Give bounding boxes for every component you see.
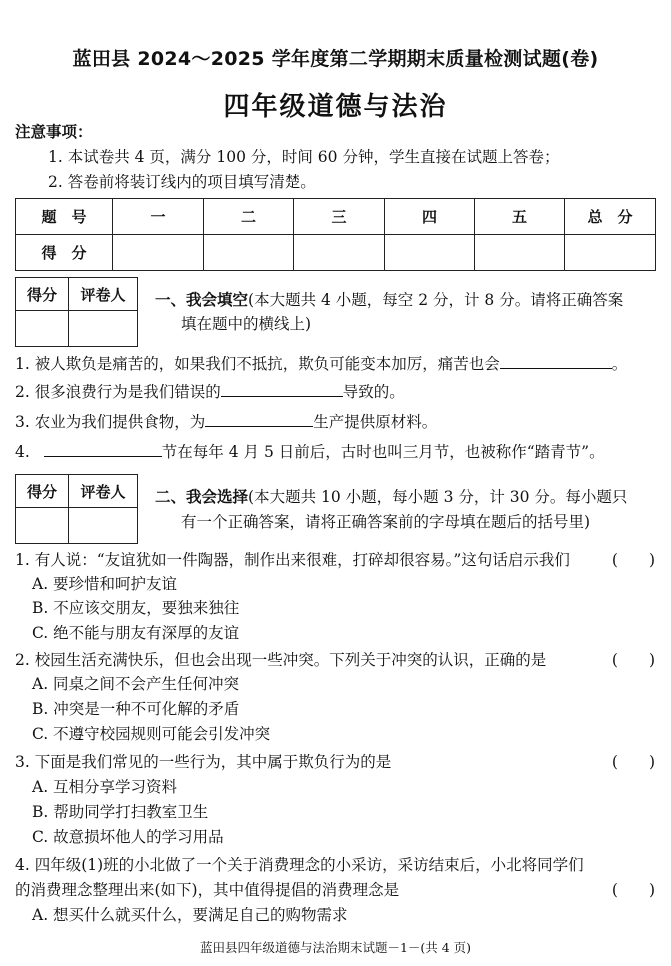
answer-blank[interactable] — [500, 352, 612, 369]
score-header-cell: 总 分 — [565, 199, 656, 235]
fill-question-4 — [15, 440, 605, 464]
question-text: 2. 很多浪费行为是我们错误的 — [15, 383, 221, 401]
score-table-header-row — [16, 199, 656, 235]
answer-parentheses[interactable]: ( ) — [611, 551, 655, 569]
score-cell[interactable] — [204, 235, 294, 271]
score-table — [15, 198, 656, 271]
question-stem: 的消费理念整理出来(如下)，其中值得提倡的消费理念是 — [15, 881, 400, 899]
option: C. 绝不能与朋友有深厚的友谊 — [32, 624, 240, 642]
score-row-label: 得 分 — [16, 235, 113, 271]
option: A. 想买什么就买什么，要满足自己的购物需求 — [32, 906, 348, 924]
option: A. 互相分享学习资料 — [32, 778, 178, 796]
fill-question-1 — [15, 352, 627, 376]
grader-score-cell[interactable] — [16, 311, 69, 347]
choice-question-2 — [15, 648, 655, 672]
option: A. 要珍惜和呵护友谊 — [32, 575, 178, 593]
choice-question-4: 4. 四年级(1)班的小北做了一个关于消费理念的小采访，采访结束后，小北将同学们 — [15, 856, 584, 874]
score-header-cell: 题 号 — [16, 199, 113, 235]
section2-title: 二、我会选择 — [155, 488, 249, 506]
option: B. 冲突是一种不可化解的矛盾 — [32, 700, 240, 718]
grader-name-cell[interactable] — [69, 508, 138, 544]
grader-score-label: 得分 — [16, 475, 69, 508]
page-footer: 蓝田县四年级道德与法治期末试题－1－(共 4 页) — [199, 940, 472, 955]
choice-question-4-cont — [15, 878, 655, 902]
question-text: 节在每年 4 月 5 日前后，古时也叫三月节，也被称作“踏青节”。 — [161, 443, 605, 461]
exam-title: 蓝田县 2024～2025 学年度第二学期期末质量检测试题(卷) — [72, 48, 599, 70]
section1-title: 一、我会填空 — [155, 291, 249, 309]
grader-score-label: 得分 — [16, 278, 69, 311]
question-text: 3. 农业为我们提供食物，为 — [15, 413, 206, 431]
exam-subtitle: 四年级道德与法治 — [223, 92, 448, 122]
grader-name-cell[interactable] — [69, 311, 138, 347]
question-text: 导致的。 — [342, 383, 405, 401]
section2-desc: (本大题共 10 小题，每小题 3 分，计 30 分。每小题只 — [248, 488, 628, 506]
grader-box — [15, 474, 138, 544]
question-stem: 2. 校园生活充满快乐，但也会出现一些冲突。下列关于冲突的认识，正确的是 — [15, 651, 547, 669]
question-stem: 1. 有人说：“友谊犹如一件陶器，制作出来很难，打碎却很容易。”这句话启示我们 — [15, 551, 570, 569]
notes-heading: 注意事项： — [15, 123, 93, 141]
question-text: 生产提供原材料。 — [313, 413, 438, 431]
score-cell[interactable] — [385, 235, 475, 271]
grader-name-label: 评卷人 — [69, 475, 138, 508]
option: C. 不遵守校园规则可能会引发冲突 — [32, 725, 271, 743]
grader-score-cell[interactable] — [16, 508, 69, 544]
score-header-cell: 五 — [475, 199, 565, 235]
question-text: 1. 被人欺负是痛苦的，如果我们不抵抗，欺负可能变本加厉，痛苦也会 — [15, 355, 500, 373]
note-item: 2. 答卷前将装订线内的项目填写清楚。 — [48, 173, 316, 191]
score-header-cell: 二 — [204, 199, 294, 235]
section1-desc: (本大题共 4 小题，每空 2 分，计 8 分。请将正确答案 — [248, 291, 624, 309]
answer-blank[interactable] — [44, 440, 162, 457]
question-text: 4. — [15, 443, 30, 461]
fill-question-2 — [15, 380, 405, 404]
score-header-cell: 四 — [385, 199, 475, 235]
question-text: 。 — [611, 355, 628, 373]
section1-desc-cont: 填在题中的横线上) — [181, 315, 312, 333]
grader-box — [15, 277, 138, 347]
option: B. 不应该交朋友，要独来独往 — [32, 599, 240, 617]
score-cell[interactable] — [294, 235, 385, 271]
option: C. 故意损坏他人的学习用品 — [32, 828, 224, 846]
score-header-cell: 一 — [113, 199, 204, 235]
answer-blank[interactable] — [221, 380, 343, 397]
answer-parentheses[interactable]: ( ) — [611, 881, 655, 899]
option: B. 帮助同学打扫教室卫生 — [32, 803, 209, 821]
answer-parentheses[interactable]: ( ) — [611, 753, 655, 771]
option: A. 同桌之间不会产生任何冲突 — [32, 675, 240, 693]
section2-heading — [155, 485, 627, 509]
choice-question-1 — [15, 548, 655, 572]
section1-heading — [155, 288, 623, 312]
score-table-row — [16, 235, 656, 271]
choice-question-3 — [15, 750, 655, 774]
question-stem: 3. 下面是我们常见的一些行为，其中属于欺负行为的是 — [15, 753, 392, 771]
note-item: 1. 本试卷共 4 页，满分 100 分，时间 60 分钟，学生直接在试题上答卷； — [48, 148, 560, 166]
grader-name-label: 评卷人 — [69, 278, 138, 311]
score-cell[interactable] — [475, 235, 565, 271]
fill-question-3 — [15, 410, 437, 434]
section2-desc-cont: 有一个正确答案，请将正确答案前的字母填在题后的括号里) — [181, 513, 591, 531]
answer-blank[interactable] — [205, 410, 313, 427]
answer-parentheses[interactable]: ( ) — [611, 651, 655, 669]
score-header-cell: 三 — [294, 199, 385, 235]
score-cell[interactable] — [113, 235, 204, 271]
score-cell[interactable] — [565, 235, 656, 271]
